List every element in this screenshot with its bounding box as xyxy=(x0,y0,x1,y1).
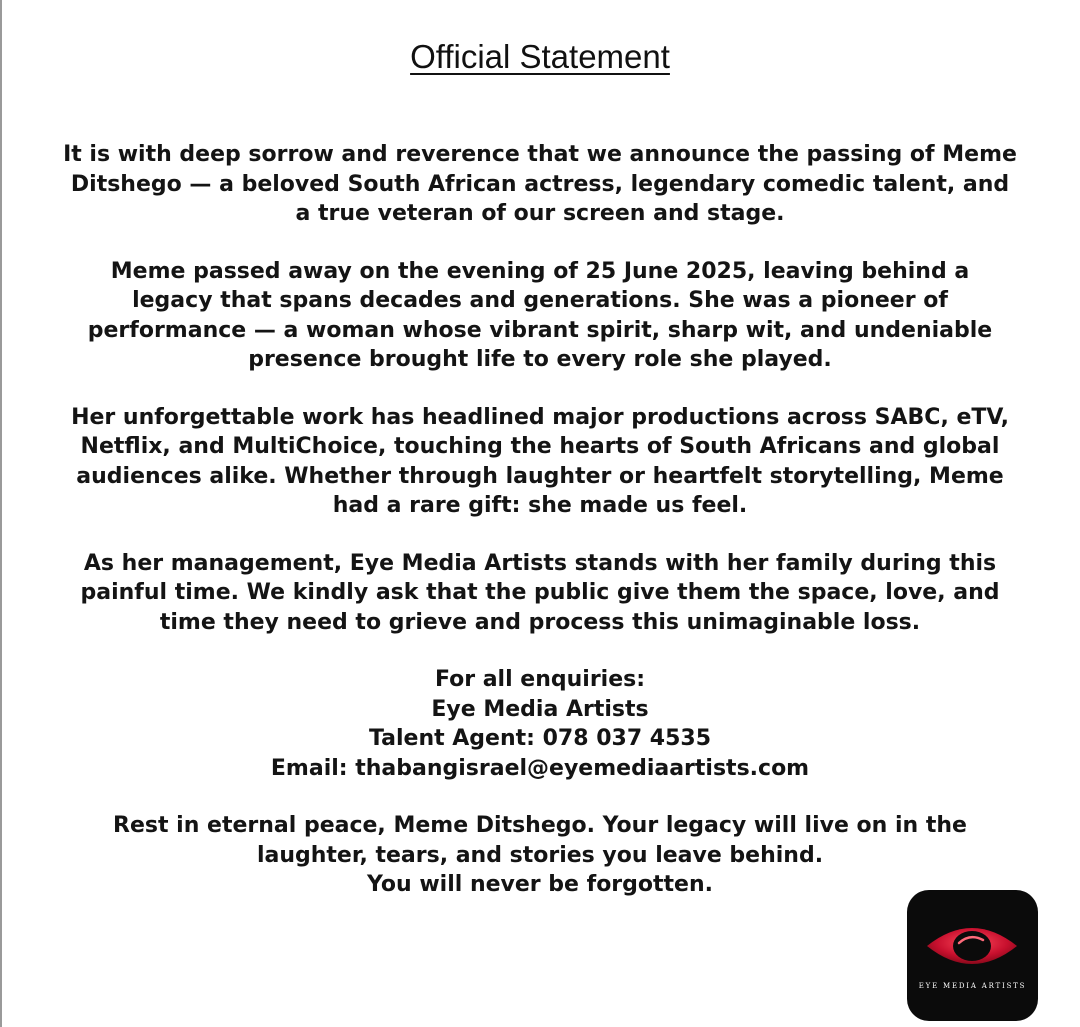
statement-body xyxy=(40,140,1040,928)
contact-heading: For all enquiries: xyxy=(434,667,646,692)
eye-icon xyxy=(907,890,1038,1021)
text-line: painful time. We kindly ask that the public give them the space, love, and xyxy=(80,580,1000,605)
statement-title-text: Official Statement xyxy=(410,38,670,75)
logo-wordmark: EYE MEDIA ARTISTS xyxy=(918,982,1027,990)
contact-agency: Eye Media Artists xyxy=(431,696,649,722)
text-line: Ditshego — a beloved South African actress, legendary comedic talent, and xyxy=(70,171,1010,197)
text-line: a true veteran of our screen and stage. xyxy=(295,201,785,226)
paragraph-passing-details xyxy=(40,257,1040,375)
paragraph-contact xyxy=(40,665,1040,783)
text-line: You will never be forgotten. xyxy=(366,872,713,897)
statement-title xyxy=(0,38,1080,76)
text-line: presence brought life to every role she played. xyxy=(248,347,832,372)
text-line: legacy that spans decades and generations. She was a pioneer of xyxy=(132,288,948,313)
text-line: As her management, Eye Media Artists stands with her family during this xyxy=(83,550,997,576)
text-line: laughter, tears, and stories you leave behind. xyxy=(256,842,824,868)
text-line: audiences alike. Whether through laughter or heartfelt storytelling, Meme xyxy=(76,463,1004,489)
text-line: Rest in eternal peace, Meme Ditshego. Your legacy will live on in the xyxy=(113,813,967,838)
paragraph-career xyxy=(40,403,1040,521)
contact-email: Email: thabangisrael@eyemediaartists.com xyxy=(270,755,810,781)
page-edge xyxy=(0,0,2,1027)
text-line: Netflix, and MultiChoice, touching the hearts of South Africans and global xyxy=(80,434,1000,459)
contact-phone: Talent Agent: 078 037 4535 xyxy=(368,726,712,751)
paragraph-announcement xyxy=(40,140,1040,229)
paragraph-tribute xyxy=(40,811,1040,900)
paragraph-management xyxy=(40,549,1040,638)
text-line: It is with deep sorrow and reverence that we announce the passing of Meme xyxy=(63,142,1017,167)
text-line: Her unforgettable work has headlined major productions across SABC, eTV, xyxy=(71,404,1009,430)
text-line: performance — a woman whose vibrant spirit, sharp wit, and undeniable xyxy=(87,317,993,343)
eye-media-artists-logo xyxy=(907,890,1038,1021)
text-line: had a rare gift: she made us feel. xyxy=(332,493,748,518)
text-line: time they need to grieve and process this unimaginable loss. xyxy=(159,609,921,635)
text-line: Meme passed away on the evening of 25 June 2025, leaving behind a xyxy=(110,258,970,284)
